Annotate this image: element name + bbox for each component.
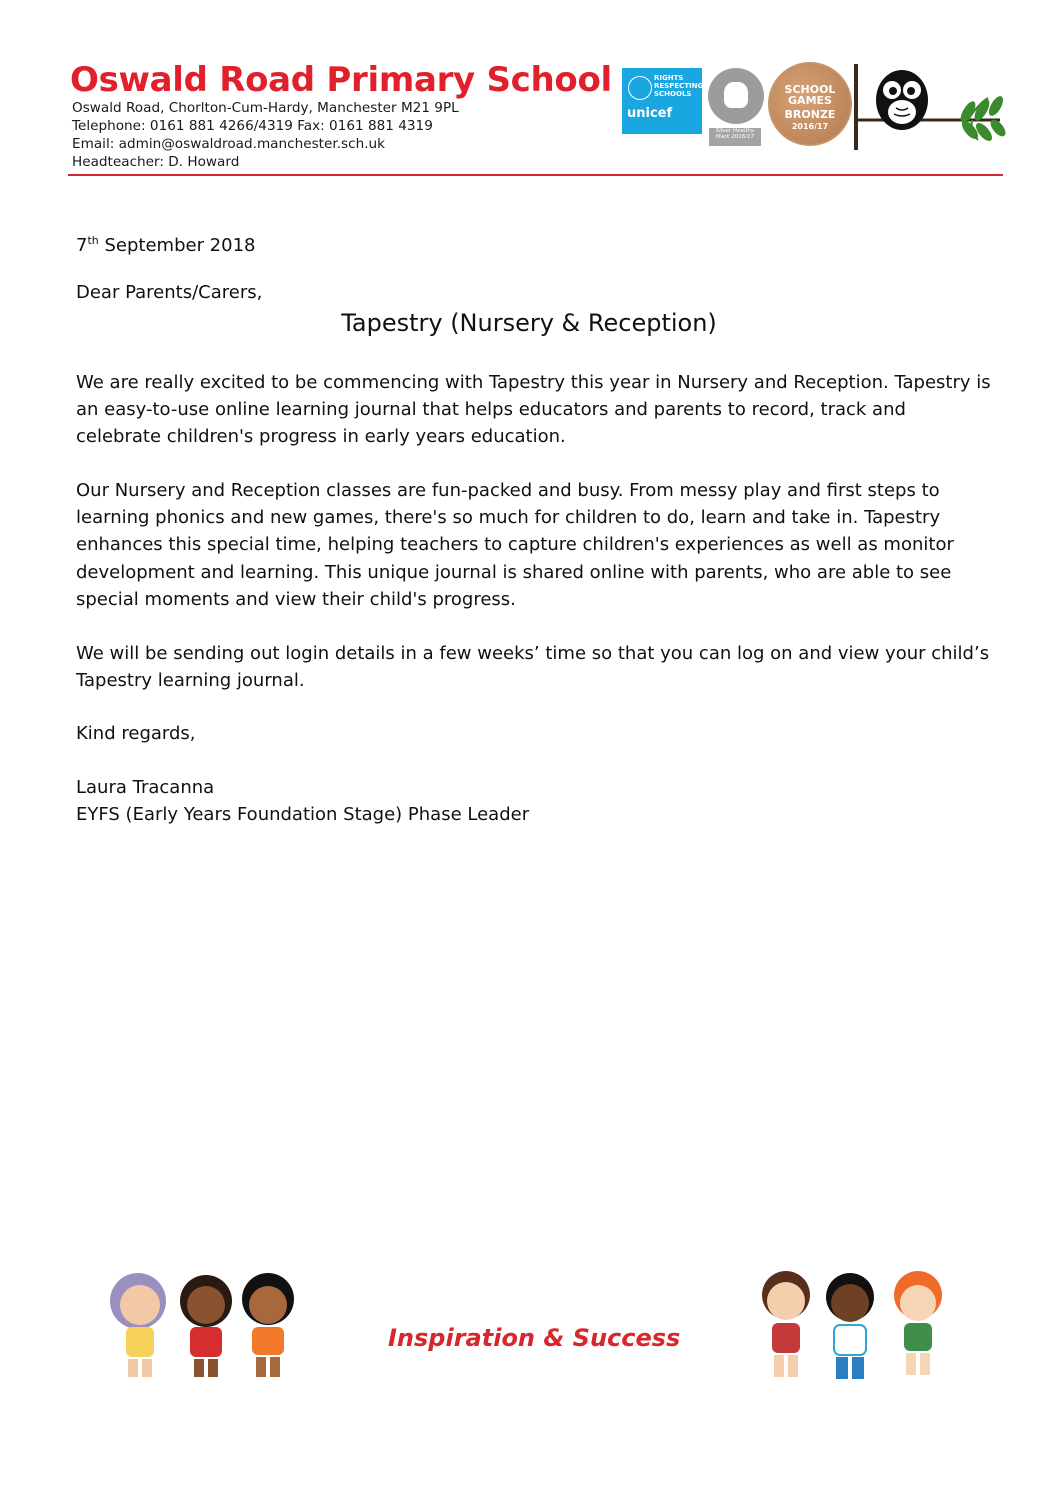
children-illustration-left [96,1265,311,1385]
school-email: Email: admin@oswaldroad.manchester.sch.uk [72,136,386,152]
signatory-name: Laura Tracanna [76,777,215,798]
rrs-label: RIGHTS RESPECTING SCHOOLS [654,74,704,98]
paragraph-2: Our Nursery and Reception classes are fun-packed and busy. From messy play and first steps to learning phonics and new games, there's so much for children to do, learn and take in. Tapestry enhances this special time, helping teachers to capture children's experiences as well as monitor development and learning. This unique journal is shared online with parents, who are able to see special moments and view their child's progress. [76,480,954,610]
sportsmark-tag: Silver Healthy Mark 2016/17 [709,128,761,146]
closing: Kind regards, [76,723,196,744]
globe-icon [628,76,652,100]
rights-respecting-schools-badge [622,68,702,134]
school-games-level: BRONZE [784,108,836,121]
children-illustration-right [746,1265,966,1390]
sportsmark-badge [708,68,764,124]
school-address: Oswald Road, Chorlton-Cum-Hardy, Manchester M21 9PL [72,100,459,116]
owl-logo [850,62,1010,154]
paragraph-3: We will be sending out login details in a few weeks’ time so that you can log on and view your child’s Tapestry learning journal. [76,643,990,692]
signatory-role: EYFS (Early Years Foundation Stage) Phase Leader [76,804,530,825]
figures-icon [724,82,748,108]
school-games-year: 2016/17 [791,122,829,131]
letter-title: Tapestry (Nursery & Reception) [341,309,717,337]
accreditation-badges [622,62,1007,154]
headteacher: Headteacher: D. Howard [72,154,240,170]
salutation: Dear Parents/Carers, [76,282,263,303]
school-telephone: Telephone: 0161 881 4266/4319 Fax: 0161 881 4319 [72,118,433,134]
school-games-badge [768,62,852,146]
header-divider [68,174,1003,176]
paragraph-1: We are really excited to be commencing with Tapestry this year in Nursery and Reception. Tapestry is an easy-to-use online learning journal that helps educators and parents to record, track and celebrate children's progress in early years education. [76,372,991,448]
school-motto: Inspiration & Success [388,1324,681,1352]
unicef-label: unicef [627,106,673,121]
school-name: Oswald Road Primary School [70,60,612,100]
school-games-label: SCHOOL GAMES [784,83,836,107]
contact-details [72,99,459,171]
letter-date: 7th September 2018 [76,234,256,256]
